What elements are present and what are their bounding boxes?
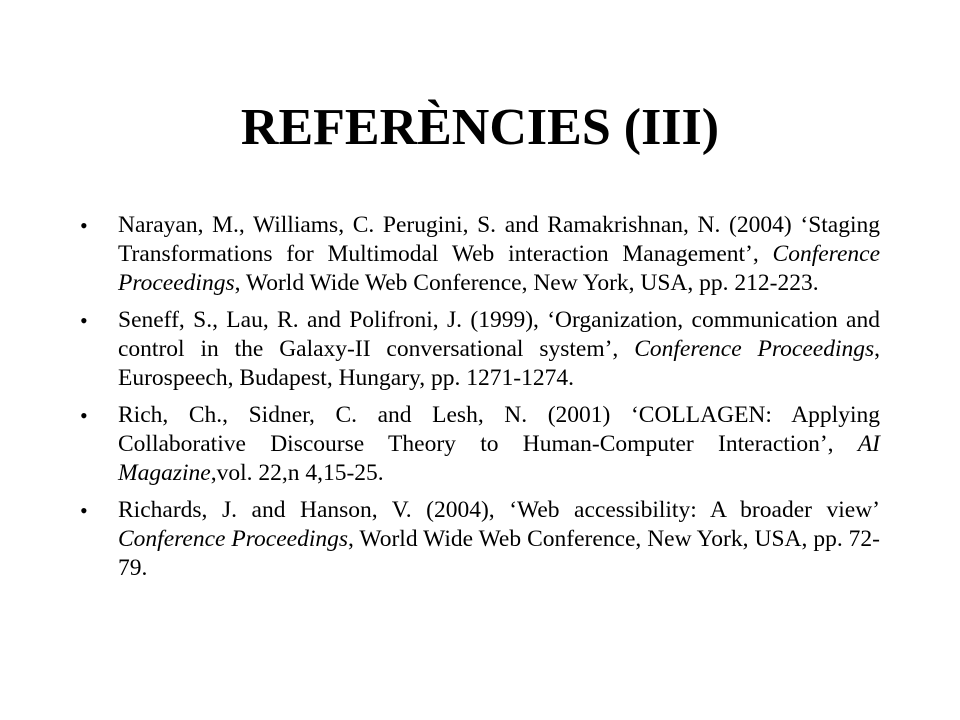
reference-item	[80, 496, 880, 583]
bullet-icon: •	[80, 308, 88, 333]
reference-text-main: Seneff, S., Lau, R. and Polifroni, J. (1999), ‘Organization, communication and control in the Galaxy-II conversational system’,	[118, 307, 880, 362]
reference-item	[80, 401, 880, 488]
reference-text	[118, 402, 880, 486]
slide-title: REFERÈNCIES (III)	[240, 99, 720, 156]
reference-text-tail: , World Wide Web Conference, New York, USA, pp. 72-79.	[118, 526, 880, 581]
reference-text-tail: ,vol. 22,n 4,15-25.	[210, 460, 384, 486]
reference-list	[80, 211, 880, 591]
reference-text-main: Rich, Ch., Sidner, C. and Lesh, N. (2001) ‘COLLAGEN: Applying Collaborative Discourse Theory to Human-Computer Interaction’,	[118, 402, 880, 457]
reference-item	[80, 306, 880, 393]
reference-source-italic: Conference Proceedings	[118, 526, 349, 552]
reference-text-main: Richards, J. and Hanson, V. (2004), ‘Web accessibility: A broader view’	[118, 497, 880, 523]
reference-source-italic: AI Magazine	[118, 431, 880, 486]
bullet-icon: •	[80, 213, 88, 238]
bullet-icon: •	[80, 403, 88, 428]
reference-source-italic: Conference Proceedings	[118, 241, 880, 296]
reference-text	[118, 307, 880, 391]
reference-text-tail: , Eurospeech, Budapest, Hungary, pp. 1271-1274.	[118, 336, 881, 391]
reference-text-tail: , World Wide Web Conference, New York, USA, pp. 212-223.	[234, 270, 819, 296]
bullet-icon: •	[80, 498, 88, 523]
reference-text	[118, 497, 880, 581]
reference-item	[80, 211, 880, 298]
reference-text	[118, 212, 880, 296]
reference-text-main: Narayan, M., Williams, C. Perugini, S. and Ramakrishnan, N. (2004) ‘Staging Transformations for Multimodal Web interaction Management’,	[118, 212, 880, 267]
reference-source-italic: Conference Proceedings	[634, 336, 875, 362]
